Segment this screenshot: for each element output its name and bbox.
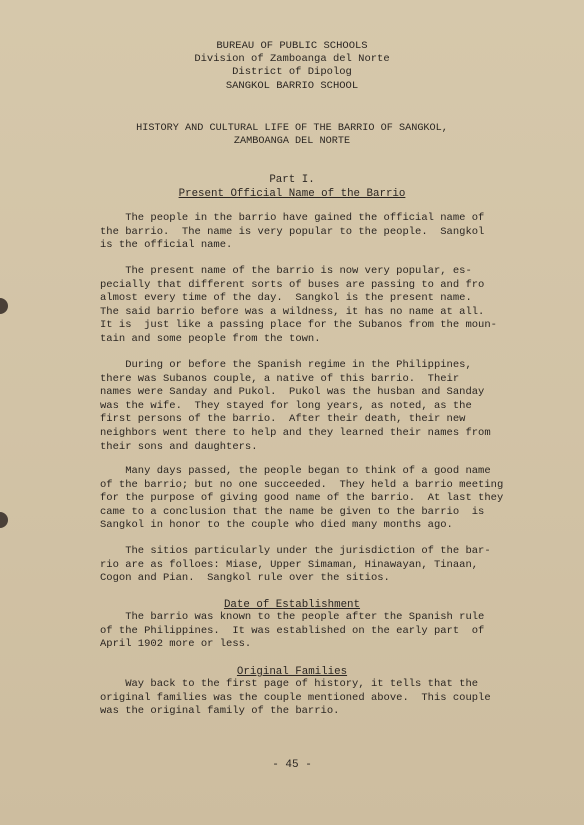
paragraph-5: The sitios particularly under the jurisdiction of the bar- rio are as folloes: Miase, Upper Simaman, Hinawayan, Tinaan, Cogon and Pian. Sangkol rule over the sitios. — [100, 545, 491, 585]
document-title — [0, 122, 584, 148]
paragraph-1: The people in the barrio have gained the official name of the barrio. The name is very popular to the people. Sangkol is the official name. — [100, 212, 485, 252]
section-heading-establishment: Date of Establishment — [223, 599, 361, 611]
part-heading — [0, 173, 584, 201]
header-division: Division of Zamboanga del Norte — [194, 53, 390, 66]
binding-hole — [0, 512, 8, 528]
paragraph-2: The present name of the barrio is now very popular, es- pecially that different sorts of buses are passing to and fro almost every time of the day. Sangkol is the present name. The said barrio before was a wildness, it has no name at all. It is just like a passing place for the Subanos from the moun- tain and some people from the town. — [100, 265, 497, 345]
header-district: District of Dipolog — [232, 66, 352, 79]
section-heading-official-name: Present Official Name of the Barrio — [178, 188, 406, 200]
paragraph-7: Way back to the first page of history, it tells that the original families was the couple mentioned above. This couple was the original family of the barrio. — [100, 678, 491, 718]
title-line-1: HISTORY AND CULTURAL LIFE OF THE BARRIO OF SANGKOL, — [136, 123, 448, 134]
part-label: Part I. — [269, 174, 315, 186]
header-bureau: BUREAU OF PUBLIC SCHOOLS — [216, 40, 368, 52]
paragraph-3: During or before the Spanish regime in the Philippines, there was Subanos couple, a native of this barrio. Their names were Sanday and Pukol. Pukol was the husban and Sanday was the wife. They stayed for long years, as noted, as the first persons of the barrio. After their death, their new neighbors went there to help and they learned their names from their sons and daughters. — [100, 359, 491, 453]
paragraph-4: Many days passed, the people began to think of a good name of the barrio; but no one succeeded. They held a barrio meeting for the purpose of giving good name of the barrio. At last they came to a conclusion that the name be given to the barrio is Sangkol in honor to the couple who died many months ago. — [100, 465, 504, 532]
page-number: - 45 - — [272, 759, 312, 771]
binding-hole — [0, 298, 8, 314]
title-line-2: ZAMBOANGA DEL NORTE — [233, 136, 351, 148]
header-school: SANGKOL BARRIO SCHOOL — [225, 79, 359, 92]
section-heading-families: Original Families — [236, 666, 348, 678]
paragraph-6: The barrio was known to the people after the Spanish rule of the Philippines. It was established on the early part of April 1902 more or less. — [100, 611, 485, 651]
letterhead — [0, 40, 584, 93]
